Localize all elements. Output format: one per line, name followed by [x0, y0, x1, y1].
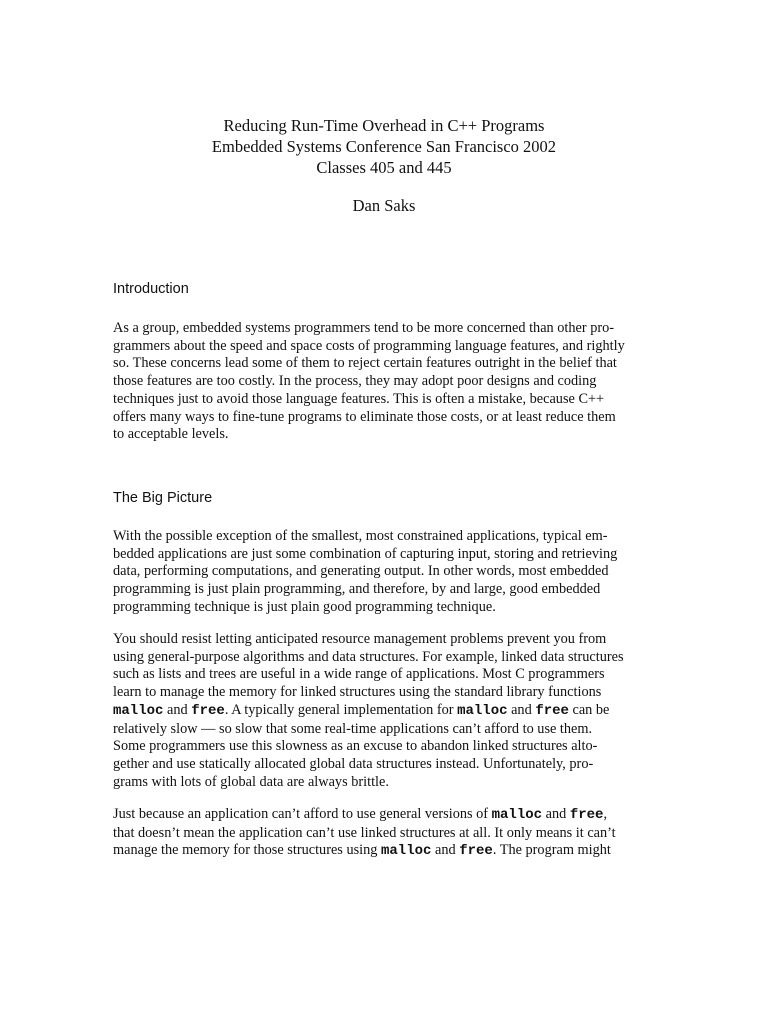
- title-block: [0, 115, 768, 178]
- text-line: bedded applications are just some combination of capturing input, storing and retrieving: [113, 545, 618, 562]
- text-line: With the possible exception of the smallest, most constrained applications, typical em-: [113, 528, 608, 544]
- big-picture-paragraph-1: [113, 528, 663, 617]
- code-malloc: malloc: [381, 843, 432, 860]
- text-line: programming technique is just plain good programming technique.: [113, 598, 496, 615]
- big-picture-paragraph-3: [113, 806, 663, 861]
- text-span: and: [431, 842, 460, 859]
- code-free: free: [459, 843, 493, 860]
- text-line: that doesn’t mean the application can’t use linked structures at all. It only means it can’t: [113, 824, 616, 841]
- code-free: free: [535, 702, 569, 719]
- code-malloc: malloc: [457, 702, 508, 719]
- text-line: You should resist letting anticipated resource management problems prevent you from: [113, 631, 607, 647]
- text-line: so. These concerns lead some of them to reject certain features outright in the belief that: [113, 355, 617, 372]
- text-line: grammers about the speed and space costs of programming language features, and rightly: [113, 337, 625, 354]
- text-line-with-code: [113, 842, 663, 861]
- code-free: free: [569, 807, 604, 823]
- text-line: learn to manage the memory for linked structures using the standard library functions: [113, 684, 602, 701]
- big-picture-paragraph-2: [113, 631, 663, 791]
- text-line: data, performing computations, and generating output. In other words, most embedded: [113, 563, 609, 580]
- text-span: manage the memory for those structures using: [113, 842, 381, 859]
- text-line: As a group, embedded systems programmers tend to be more concerned than other pro-: [113, 320, 615, 336]
- text-span: can be: [568, 701, 610, 718]
- title-line-2: Embedded Systems Conference San Francisco 2002: [211, 137, 557, 156]
- text-line: grams with lots of global data are always brittle.: [113, 773, 389, 790]
- text-line: using general-purpose algorithms and data structures. For example, linked data structures: [113, 648, 624, 665]
- text-line: relatively slow — so slow that some real-time applications can’t afford to use them.: [113, 720, 593, 737]
- text-span: . The program might: [492, 842, 611, 859]
- text-line-with-code: [113, 806, 663, 825]
- text-span: and: [507, 701, 536, 718]
- section-heading-big-picture: The Big Picture: [113, 490, 213, 506]
- introduction-paragraph: [113, 320, 663, 444]
- text-line: programming is just plain programming, and therefore, by and large, good embedded: [113, 581, 601, 598]
- text-line: such as lists and trees are useful in a wide range of applications. Most C programmers: [113, 666, 605, 683]
- title-line-3: Classes 405 and 445: [316, 158, 452, 177]
- text-span: . A typically general implementation for: [224, 701, 458, 718]
- text-line: techniques just to avoid those language features. This is often a mistake, because C++: [113, 390, 605, 407]
- code-malloc: malloc: [113, 702, 164, 719]
- author-name: Dan Saks: [352, 196, 416, 215]
- text-line: offers many ways to fine-tune programs to eliminate those costs, or at least reduce them: [113, 408, 616, 425]
- text-span: and: [163, 701, 192, 718]
- text-span: ,: [603, 806, 608, 822]
- text-span: and: [542, 806, 570, 822]
- text-line: to acceptable levels.: [113, 426, 229, 443]
- text-span: Just because an application can’t afford to use general versions of: [113, 806, 492, 822]
- code-free: free: [191, 702, 225, 719]
- text-line: Some programmers use this slowness as an excuse to abandon linked structures alto-: [113, 738, 598, 755]
- text-line: those features are too costly. In the process, they may adopt poor designs and coding: [113, 373, 597, 390]
- section-heading-introduction: Introduction: [113, 281, 189, 297]
- text-line: gether and use statically allocated global data structures instead. Unfortunately, pro-: [113, 755, 594, 772]
- code-malloc: malloc: [491, 807, 543, 823]
- title-line-1: Reducing Run-Time Overhead in C++ Programs: [223, 116, 545, 135]
- text-line-with-code: [113, 702, 663, 721]
